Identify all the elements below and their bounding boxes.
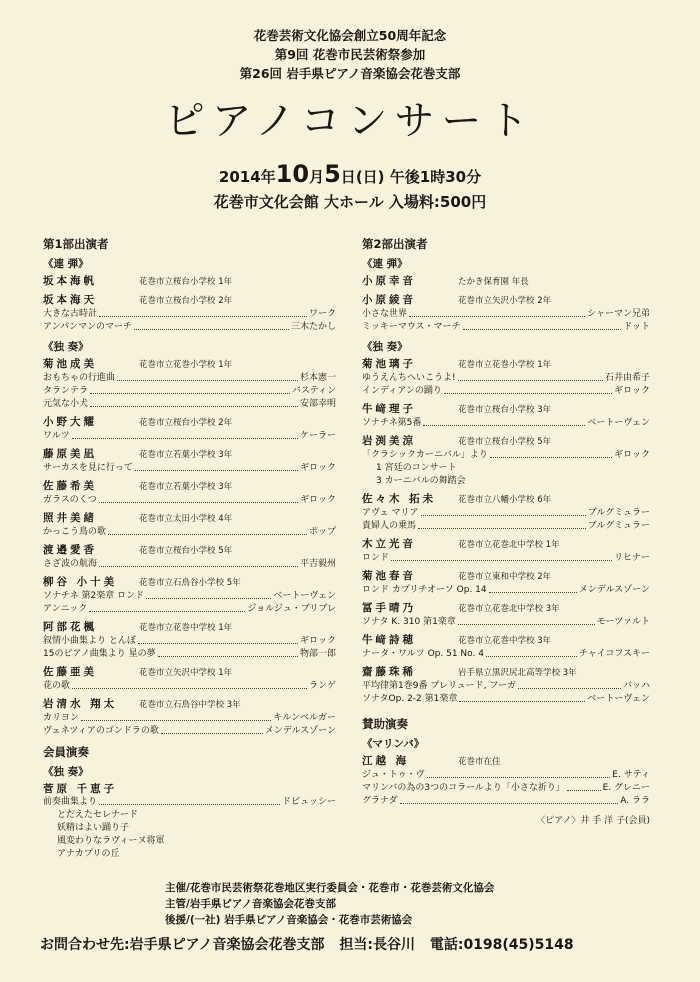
piece-line: [43, 558, 336, 571]
performer-name: 坂本海天: [43, 294, 97, 306]
piece-composer: キルンベルガー: [273, 713, 336, 723]
leader-dots: [444, 385, 612, 394]
support-title: 賛助演奏: [362, 717, 408, 731]
leader-dots: [146, 590, 271, 599]
piece-line: [43, 725, 336, 738]
performer-name: 冨手晴乃: [362, 602, 416, 614]
piece-line: [43, 603, 336, 616]
performer-line: [43, 698, 336, 712]
piece-title: アンニック: [43, 604, 88, 614]
leader-dots: [134, 321, 289, 330]
part2-rendan-list: [362, 275, 650, 334]
header-line: 第9回 花巻市民芸術祭参加: [274, 47, 426, 62]
organizer-line: 主管/岩手県ピアノ音楽協会花巻支部: [165, 898, 336, 910]
leader-dots: [72, 430, 298, 439]
sub-piece: [362, 462, 650, 475]
performer-name: 藤原美凪: [43, 448, 97, 460]
piece-title: ロンド カプリチオーソ Op. 14: [362, 585, 487, 595]
sub-piece-title: とだえたセレナード: [57, 810, 139, 820]
piece-line: [43, 526, 336, 539]
performer-name: 牛﨑理子: [362, 403, 416, 415]
leader-dots: [458, 616, 595, 625]
leader-dots: [99, 558, 298, 567]
piece-title: アヴェ マリア: [362, 508, 419, 518]
piece-line: [43, 308, 336, 321]
piece-composer: ワーク: [308, 309, 336, 319]
piece-composer: モーツァルト: [596, 617, 650, 627]
piece-title: 平均律第1巻9番 プレリュード, フーガ: [362, 681, 516, 691]
piece-title: ソナチネ 第2楽章 ロンド: [43, 591, 145, 601]
piece-line: [362, 616, 650, 629]
piece-title: ミッキーマウス・マーチ: [362, 322, 461, 332]
piece-line: [362, 520, 650, 533]
performer: [362, 275, 650, 289]
piece-composer: ギロック: [614, 450, 650, 460]
performer-affiliation: 花巻市立太田小学校 4年: [139, 514, 233, 524]
performer-name: 菅原 千恵子: [43, 783, 118, 795]
piece-line: [43, 462, 336, 475]
leader-dots: [458, 372, 603, 381]
piece-title: 花の歌: [43, 681, 71, 691]
piece-composer: 平吉毅州: [299, 559, 336, 569]
leader-dots: [391, 552, 612, 561]
performer-line: [362, 666, 650, 680]
piece-title: 15のピアノ曲集より 星の夢: [43, 649, 156, 659]
support-pieces: [362, 769, 650, 808]
footer: [165, 880, 685, 928]
leader-dots: [72, 680, 307, 689]
piece-title: 貴婦人の乗馬: [362, 521, 417, 531]
performer-affiliation: 花巻市立矢沢小学校 2年: [458, 296, 552, 306]
performer-line: [43, 544, 336, 558]
performer-affiliation: 花巻市在住: [458, 757, 501, 767]
piece-title: 大きな古時計: [43, 309, 98, 319]
leader-dots: [99, 796, 280, 805]
concert-date: [0, 161, 700, 190]
performer-affiliation: 花巻市立花巻北中学校 3年: [458, 604, 560, 614]
piece-composer: ブルグミュラー: [587, 521, 650, 531]
piece-title: ソナタOp. 2-2 第1楽章: [362, 694, 458, 704]
piece-title: ソナタ K. 310 第1楽章: [362, 617, 456, 627]
piece-composer: 三木たかし: [290, 322, 336, 332]
performer-affiliation: 花巻市立桜台小学校 5年: [458, 437, 552, 447]
header-line: 花巻芸術文化協会創立50周年記念: [253, 28, 447, 43]
left-column: [43, 236, 336, 861]
performer-name: 菊池成美: [43, 358, 97, 370]
piece-line: [43, 635, 336, 648]
performer-line: [43, 480, 336, 494]
part2-rendan-label: 《連 弾》: [362, 258, 408, 270]
performer-line: [43, 783, 336, 796]
members-title: 会員演奏: [43, 745, 89, 759]
performer: [362, 570, 650, 597]
performer-name: 小原綾音: [362, 294, 416, 306]
part1-rendan-label: 《連 弾》: [43, 258, 89, 270]
piece-line: [362, 782, 650, 795]
piece-line: [362, 372, 650, 385]
performer-line: [43, 275, 336, 289]
piece-title: 元気な小犬: [43, 399, 89, 409]
members-label: 《独 奏》: [43, 766, 89, 778]
sub-piece: [362, 475, 650, 488]
performer-affiliation: 花巻市立矢沢中学校 1年: [139, 668, 233, 678]
part1-solo-list: [43, 358, 336, 738]
leader-dots: [158, 648, 298, 657]
performer: [43, 275, 336, 289]
performer: [43, 480, 336, 507]
venue: 花巻市文化会館 大ホール 入場料:500円: [213, 193, 487, 211]
leader-dots: [81, 712, 271, 721]
performer-affiliation: 岩手県立黒沢尻北高等学校 3年: [458, 668, 577, 678]
sub-piece: [43, 848, 336, 861]
piece-composer: ギロック: [300, 495, 336, 505]
piece-line: [362, 680, 650, 693]
date-day-unit: 日: [340, 168, 356, 186]
performer-affiliation: 花巻市立石鳥谷中学校 3年: [139, 700, 241, 710]
leader-dots: [489, 584, 577, 593]
piece-title: 「クラシックカーニバル」より: [362, 450, 488, 460]
organizer-line: 後援/(一社) 岩手県ピアノ音楽協会・花巻市芸術協会: [165, 914, 413, 926]
performer: [43, 544, 336, 571]
performer: [43, 294, 336, 334]
piece-composer: ブルグミュラー: [587, 508, 650, 518]
piece-composer: 安部幸明: [299, 399, 336, 409]
piece-line: [362, 321, 650, 334]
piece-composer: A. ララ: [620, 796, 650, 806]
piece-composer: バスティン: [291, 386, 336, 396]
leader-dots: [99, 494, 298, 503]
piece-composer: ギロック: [300, 636, 336, 646]
performer-name: 渡邉愛香: [43, 544, 97, 556]
piece-line: [362, 584, 650, 597]
part2-solo-list: [362, 358, 650, 706]
performer: [43, 416, 336, 443]
piece-composer: メンデルスゾーン: [578, 585, 650, 595]
performer-line: [43, 512, 336, 526]
performer-name: 岩清水 翔太: [43, 698, 118, 710]
date-month-unit: 月: [309, 168, 325, 186]
performer-line: [362, 403, 650, 417]
members-pieces: [43, 796, 336, 809]
part1-solo-label: 《独 奏》: [43, 341, 89, 353]
date-weekday: (日): [355, 168, 385, 186]
performer-affiliation: 花巻市立花巻小学校 1年: [458, 360, 552, 370]
piece-line: [43, 494, 336, 507]
performer: [362, 538, 650, 565]
performer-affiliation: 花巻市立若葉小学校 3年: [139, 450, 233, 460]
performer-line: [43, 448, 336, 462]
performer-affiliation: 花巻市立花巻中学校 3年: [458, 636, 552, 646]
sub-piece: [43, 835, 336, 848]
piece-line: [43, 430, 336, 443]
performer-line: [362, 570, 650, 584]
performer-line: [362, 634, 650, 648]
leader-dots: [427, 769, 611, 778]
piece-line: [362, 552, 650, 565]
accompanist: 〈ピアノ〉井 手 洋 子(会員): [536, 816, 650, 826]
performer-name: 齋藤珠稀: [362, 666, 416, 678]
piece-title: かっこう鳥の歌: [43, 527, 107, 537]
date-month: 10: [275, 160, 310, 188]
part1-rendan-list: [43, 275, 336, 334]
performer-affiliation: 花巻市立花巻北中学校 1年: [458, 540, 560, 550]
performer-name: 菊池璃子: [362, 358, 416, 370]
part2-solo-label: 《独 奏》: [362, 341, 408, 353]
piece-composer: E. グレニー: [602, 783, 650, 793]
performer-name: 照井美緒: [43, 512, 97, 524]
performer-line: [43, 621, 336, 635]
leader-dots: [161, 725, 263, 734]
piece-line: [43, 321, 336, 334]
sub-piece-title: アナカプリの丘: [57, 849, 120, 859]
piece-title: タランテラ: [43, 386, 89, 396]
piece-title: ナータ・ワルツ Op. 51 No. 4: [362, 649, 484, 659]
leader-dots: [421, 507, 586, 516]
performer-affiliation: 花巻市立桜台小学校 2年: [139, 418, 233, 428]
piece-title: グラナダ: [362, 796, 398, 806]
piece-title: インディアンの踊り: [362, 386, 442, 396]
leader-dots: [486, 648, 577, 657]
piece-composer: E. サティ: [612, 770, 650, 780]
piece-line: [43, 712, 336, 725]
performer-name: 佐藤亜美: [43, 666, 97, 678]
piece-composer: ギロック: [614, 386, 650, 396]
performer-line: [362, 275, 650, 289]
performer-affiliation: 花巻市立桜台小学校 3年: [458, 405, 552, 415]
header: [0, 26, 700, 214]
performer-affiliation: 花巻市立桜台小学校 2年: [139, 296, 233, 306]
piece-line: [362, 648, 650, 661]
piece-line: [43, 372, 336, 385]
leader-dots: [423, 417, 585, 426]
performer-name: 佐々木 拓未: [362, 493, 437, 505]
performer: [362, 294, 650, 334]
piece-line: [362, 693, 650, 706]
piece-composer: ベートーヴェン: [587, 694, 650, 704]
piece-composer: メンデルスゾーン: [264, 726, 336, 736]
leader-dots: [518, 680, 621, 689]
piece-line: [43, 398, 336, 411]
piece-line: [362, 308, 650, 321]
leader-dots: [567, 782, 601, 791]
leader-dots: [117, 372, 298, 381]
performer-line: [43, 666, 336, 680]
date-day: 5: [324, 160, 341, 188]
piece-title: マリンバの為の3つのコラールより「小さな祈り」: [362, 783, 565, 793]
piece-composer: ケーラー: [299, 431, 336, 441]
piece-line: [362, 795, 650, 808]
piece-title: ガラスのくつ: [43, 495, 97, 505]
piece-composer: リヒナー: [613, 553, 650, 563]
piece-composer: シャーマン兄弟: [587, 309, 650, 319]
sub-piece-title: 1 宮廷のコンサート: [376, 463, 457, 473]
piece-composer: ギロック: [300, 463, 336, 473]
performer: [362, 666, 650, 706]
leader-dots: [89, 603, 245, 612]
performer-name: 阿部花楓: [43, 621, 97, 633]
performer: [43, 621, 336, 661]
sub-piece-title: 妖精はよい踊り子: [57, 823, 130, 833]
performer-line: [43, 358, 336, 372]
performer-affiliation: 花巻市立若葉小学校 3年: [139, 482, 233, 492]
piece-composer: チャイコフスキー: [578, 649, 650, 659]
piece-title: ゆうえんちへいこうよ!: [362, 373, 456, 383]
performer-name: 木立光音: [362, 538, 416, 550]
performer-name: 佐藤希美: [43, 480, 97, 492]
piece-line: [43, 648, 336, 661]
piece-composer: ランゲ: [309, 681, 336, 691]
piece-title: ヴェネツィアのゴンドラの歌: [43, 726, 159, 736]
support-label: 《マリンバ》: [362, 738, 425, 750]
performer: [43, 666, 336, 693]
part1-title: 第1部出演者: [43, 237, 109, 251]
leader-dots: [400, 795, 619, 804]
piece-title: アンパンマンのマーチ: [43, 322, 133, 332]
piece-line: [43, 590, 336, 603]
piece-line: [362, 417, 650, 430]
performer-line: [362, 358, 650, 372]
leader-dots: [463, 321, 622, 330]
date-time: 午後1時30分: [389, 168, 482, 186]
piece-title: 小さな世界: [362, 309, 408, 319]
leader-dots: [90, 398, 298, 407]
piece-composer: 杉本憲一: [299, 373, 336, 383]
performer-affiliation: 花巻市立石鳥谷小学校 5年: [139, 578, 241, 588]
piece-composer: ジョルジュ・ブリブレ: [247, 604, 336, 614]
piece-composer: 物部一郎: [299, 649, 336, 659]
performer-line: [43, 576, 336, 590]
performer: [43, 576, 336, 616]
performer-line: [362, 755, 650, 769]
concert-title: ピアノコンサート: [164, 98, 536, 144]
performer-name: 坂本海帆: [43, 275, 97, 287]
performer: [362, 493, 650, 533]
piece-line: [362, 769, 650, 782]
performer: [362, 634, 650, 661]
piece-title: サーカスを見に行って: [43, 463, 133, 473]
organizer-line: 主催/花巻市民芸術祭花巻地区実行委員会・花巻市・花巻芸術文化協会: [165, 882, 495, 894]
leader-dots: [418, 520, 586, 529]
sub-piece-title: 3 カーニバルの舞踏会: [376, 476, 466, 486]
performer-affiliation: 花巻市立桜台小学校 5年: [139, 546, 233, 556]
piece-composer: 石井由希子: [604, 373, 650, 383]
piece-composer: バッハ: [622, 681, 650, 691]
performer-line: [362, 602, 650, 616]
performer-name: 岩渕美涼: [362, 435, 416, 447]
piece-line: [43, 796, 336, 809]
performer-name: 菊池春音: [362, 570, 416, 582]
piece-composer: ドット: [623, 322, 650, 332]
sub-piece-title: 風変わりなラヴィーヌ将軍: [57, 836, 165, 846]
performer: [362, 435, 650, 488]
piece-title: 前奏曲集より: [43, 797, 98, 807]
performer-line: [362, 435, 650, 449]
contact-label: お問合わせ先:岩手県ピアノ音楽協会花巻支部: [40, 937, 325, 953]
performer-affiliation: たかき保育園 年長: [458, 277, 529, 287]
performer-affiliation: 花巻市立花巻小学校 1年: [139, 360, 233, 370]
leader-dots: [138, 635, 298, 644]
performer-name: 小野大耀: [43, 416, 97, 428]
performer-line: [43, 294, 336, 308]
performer: [362, 358, 650, 398]
piece-line: [43, 385, 336, 398]
piece-line: [43, 680, 336, 693]
performer-name: 江越 海: [362, 755, 410, 767]
performer: [43, 358, 336, 411]
piece-title: カリヨン: [43, 713, 80, 723]
piece-composer: ポップ: [308, 527, 336, 537]
contact-phone: 電話:0198(45)5148: [429, 937, 574, 953]
members-subpieces: [43, 809, 336, 861]
leader-dots: [409, 308, 585, 317]
right-column: [362, 236, 650, 828]
performer-line: [362, 538, 650, 552]
performer-line: [362, 493, 650, 507]
performer-name: 牛﨑詩穂: [362, 634, 416, 646]
piece-title: おもちゃの行進曲: [43, 373, 116, 383]
part2-title: 第2部出演者: [362, 237, 428, 251]
sub-piece: [43, 809, 336, 822]
performer: [362, 602, 650, 629]
performer-line: [43, 416, 336, 430]
piece-title: ソナチネ第5番: [362, 418, 422, 428]
piece-title: ジュ・トゥ・ヴ: [362, 770, 425, 780]
performer-name: 柳谷 小十美: [43, 576, 118, 588]
piece-title: ワルツ: [43, 431, 70, 441]
sub-piece: [43, 822, 336, 835]
performer: [43, 698, 336, 738]
piece-composer: ベートーヴェン: [587, 418, 650, 428]
leader-dots: [490, 449, 612, 458]
date-year: 2014年: [218, 168, 276, 186]
leader-dots: [459, 693, 585, 702]
performer-line: [362, 294, 650, 308]
performer-affiliation: 花巻市立八幡小学校 6年: [458, 495, 552, 505]
leader-dots: [90, 385, 290, 394]
piece-composer: ベートーヴェン: [273, 591, 336, 601]
performer-name: 小原幸音: [362, 275, 416, 287]
leader-dots: [135, 462, 298, 471]
piece-title: さざ波の航海: [43, 559, 98, 569]
leader-dots: [108, 526, 307, 535]
performer-affiliation: 花巻市立東和中学校 2年: [458, 572, 552, 582]
performer: [362, 403, 650, 430]
piece-line: [362, 449, 650, 462]
piece-title: ロンド: [362, 553, 390, 563]
header-line: 第26回 岩手県ピアノ音楽協会花巻支部: [239, 66, 461, 81]
piece-line: [362, 507, 650, 520]
performer: [43, 448, 336, 475]
leader-dots: [99, 308, 307, 317]
contact-person: 担当:長谷川: [339, 937, 415, 953]
performer-affiliation: 花巻市立桜台小学校 1年: [139, 277, 233, 287]
contact: [40, 935, 660, 955]
performer: [43, 512, 336, 539]
piece-line: [362, 385, 650, 398]
piece-composer: ドビュッシー: [281, 797, 336, 807]
piece-title: 叙情小曲集より とんぼ: [43, 636, 136, 646]
performer-affiliation: 花巻市立花巻中学校 1年: [139, 623, 233, 633]
